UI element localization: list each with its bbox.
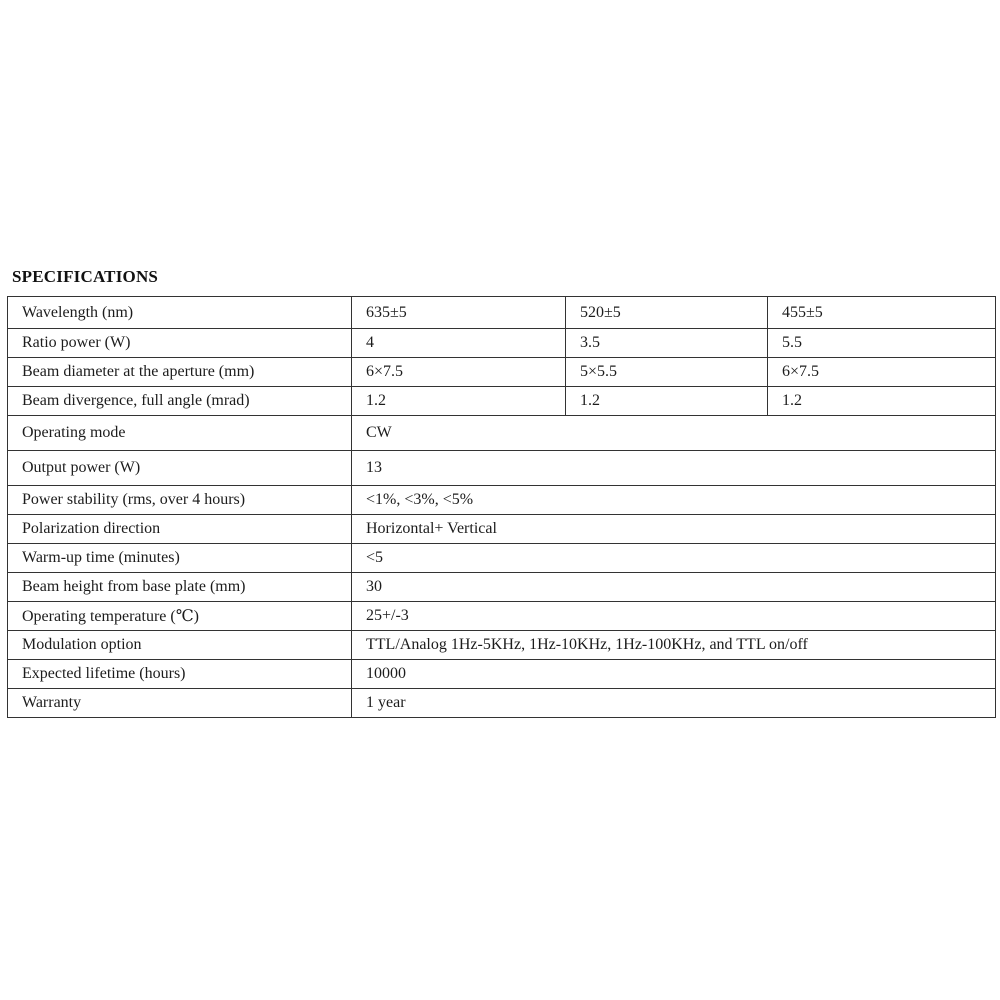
spec-value-green: 520±5 [566,297,768,329]
spec-value-red: 4 [352,329,566,358]
page-title: SPECIFICATIONS [12,267,159,286]
specifications-table [7,296,996,718]
spec-label: Beam height from base plate (mm) [8,573,352,602]
spec-label: Output power (W) [8,451,352,486]
spec-row-polarization [8,515,996,544]
spec-value-blue: 455±5 [768,297,996,329]
spec-value: 10000 [352,660,996,689]
spec-value: 25+/-3 [352,602,996,631]
spec-value-blue: 6×7.5 [768,358,996,387]
spec-value: 13 [352,451,996,486]
spec-value: 1 year [352,689,996,718]
spec-value: Horizontal+ Vertical [352,515,996,544]
spec-label: Warranty [8,689,352,718]
spec-value-green: 5×5.5 [566,358,768,387]
spec-label: Warm-up time (minutes) [8,544,352,573]
spec-label: Power stability (rms, over 4 hours) [8,486,352,515]
spec-row-warranty [8,689,996,718]
spec-value-blue: 1.2 [768,387,996,416]
spec-value-red: 635±5 [352,297,566,329]
spec-value: <1%, <3%, <5% [352,486,996,515]
spec-value: 30 [352,573,996,602]
spec-label: Polarization direction [8,515,352,544]
spec-value: TTL/Analog 1Hz-5KHz, 1Hz-10KHz, 1Hz-100KHz, and TTL on/off [352,631,996,660]
spec-label: Operating temperature (℃) [8,602,352,631]
spec-row-operating-temperature [8,602,996,631]
spec-value-green: 1.2 [566,387,768,416]
spec-label: Beam divergence, full angle (mrad) [8,387,352,416]
spec-value-blue: 5.5 [768,329,996,358]
spec-row-wavelength [8,297,996,329]
spec-row-modulation [8,631,996,660]
spec-label: Expected lifetime (hours) [8,660,352,689]
spec-row-ratio-power [8,329,996,358]
spec-row-output-power [8,451,996,486]
spec-value-green: 3.5 [566,329,768,358]
spec-value: CW [352,416,996,451]
spec-row-beam-diameter [8,358,996,387]
spec-row-lifetime [8,660,996,689]
spec-row-beam-height [8,573,996,602]
spec-row-warm-up [8,544,996,573]
spec-label: Modulation option [8,631,352,660]
spec-row-power-stability [8,486,996,515]
spec-label: Ratio power (W) [8,329,352,358]
spec-label: Wavelength (nm) [8,297,352,329]
spec-value-red: 1.2 [352,387,566,416]
spec-row-beam-divergence [8,387,996,416]
spec-value-red: 6×7.5 [352,358,566,387]
spec-value: <5 [352,544,996,573]
spec-label: Operating mode [8,416,352,451]
spec-label: Beam diameter at the aperture (mm) [8,358,352,387]
spec-row-operating-mode [8,416,996,451]
